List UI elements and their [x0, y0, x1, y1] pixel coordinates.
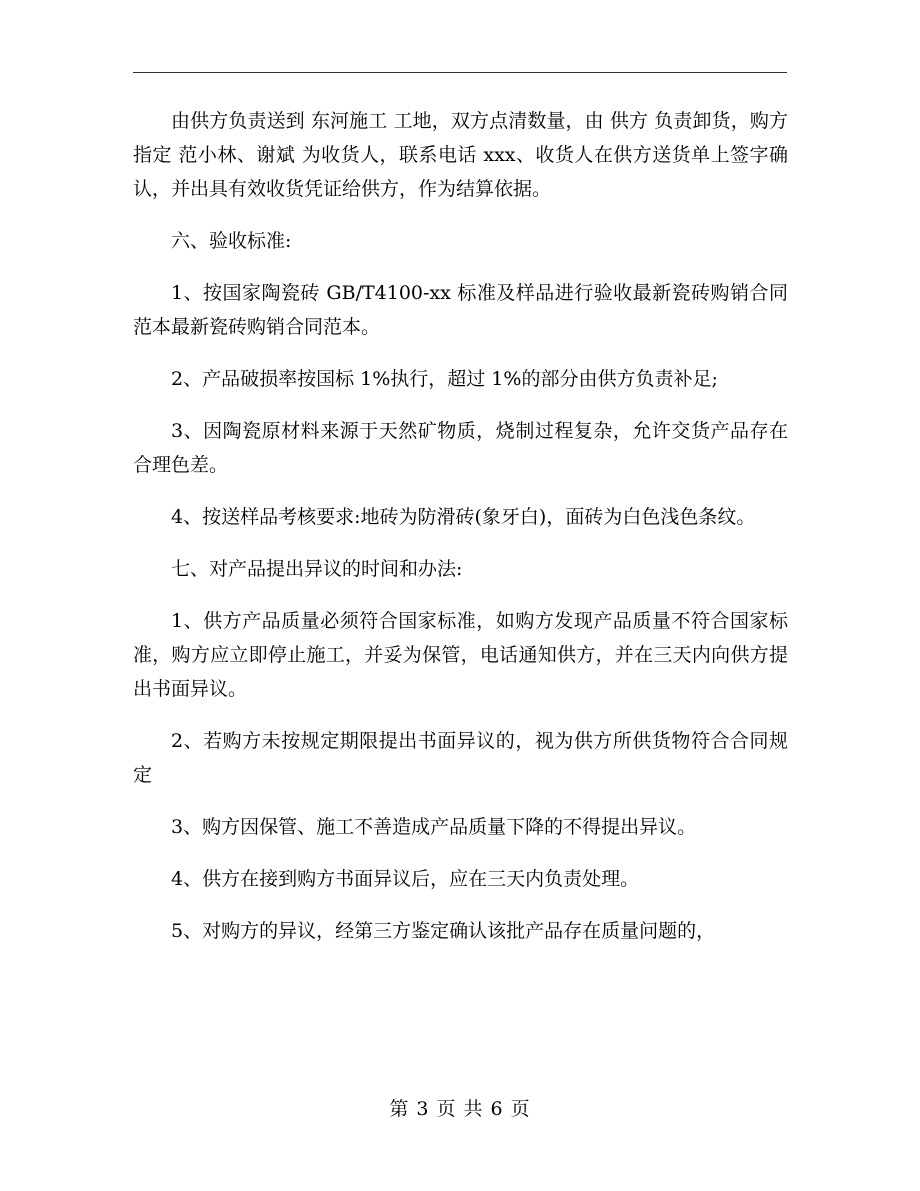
paragraph-7-3: 3、购方因保管、施工不善造成产品质量下降的不得提出异议。 [171, 816, 697, 838]
paragraph-6-2: 2、产品破损率按国标 1%执行，超过 1%的部分由供方负责补足; [171, 368, 718, 390]
paragraph-6-3: 3、因陶瓷原材料来源于天然矿物质，烧制过程复杂，允许交货产品存在合理色差。 [133, 420, 788, 476]
paragraph-6-1: 1、按国家陶瓷砖 GB/T4100-xx 标准及样品进行验收最新瓷砖购销合同范本最新瓷砖购销合同范本。 [133, 282, 788, 338]
heading-section-7: 七、对产品提出异议的时间和办法: [171, 558, 463, 580]
paragraph-7-1: 1、供方产品质量必须符合国家标准，如购方发现产品质量不符合国家标准，购方应立即停止施工，并妥为保管，电话通知供方，并在三天内向供方提出书面异议。 [133, 610, 788, 700]
paragraph-7-5: 5、对购方的异议，经第三方鉴定确认该批产品存在质量问题的， [171, 920, 716, 942]
paragraph-6-4: 4、按送样品考核要求:地砖为防滑砖(象牙白)，面砖为白色浅色条纹。 [171, 506, 756, 528]
document-body [133, 104, 788, 962]
page-number: 第 3 页 共 6 页 [389, 1098, 531, 1120]
header-rule [133, 72, 787, 73]
heading-section-6: 六、验收标准: [171, 230, 292, 252]
paragraph-7-2: 2、若购方未按规定期限提出书面异议的，视为供方所供货物符合合同规定 [133, 730, 788, 786]
paragraph-delivery: 由供方负责送到 东河施工 工地，双方点清数量，由 供方 负责卸货，购方指定 范小林、谢斌 为收货人，联系电话 xxx、收货人在供方送货单上签字确认，并出具有效收货凭证给供方，作为结算依据。 [133, 110, 788, 200]
paragraph-7-4: 4、供方在接到购方书面异议后，应在三天内负责处理。 [171, 868, 640, 890]
